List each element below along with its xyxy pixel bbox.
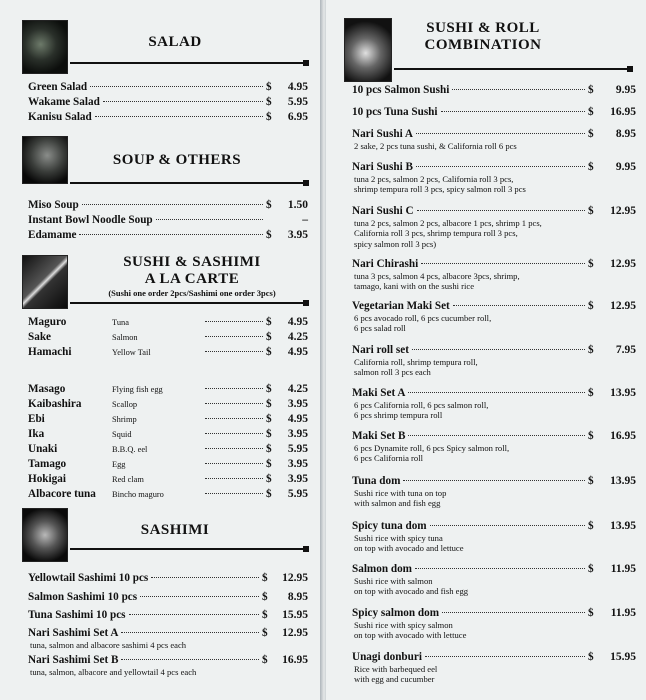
item-currency: $: [266, 488, 272, 500]
combo-divider: [394, 68, 630, 70]
item-currency: $: [266, 473, 272, 485]
item-currency: $: [266, 331, 272, 343]
menu-item-row: [28, 383, 308, 397]
leader-dots: [121, 632, 259, 633]
carte-title-line2: A LA CARTE: [144, 271, 240, 287]
item-translation: Squid: [112, 430, 132, 439]
item-price: 3.95: [287, 458, 308, 470]
item-name: Nari Sashimi Set A: [28, 627, 119, 639]
leader-dots: [205, 403, 263, 404]
sashimi-divider: [70, 548, 306, 550]
menu-item-row: [28, 609, 308, 623]
item-name: Nari Chirashi: [352, 258, 419, 270]
item-name: Yellowtail Sashimi 10 pcs: [28, 572, 149, 584]
item-translation: Shrimp: [112, 415, 137, 424]
item-price: 4.95: [287, 316, 308, 328]
menu-item-row: [28, 316, 308, 330]
item-price: 3.95: [287, 229, 308, 241]
item-currency: $: [588, 128, 594, 140]
menu-item-row: [28, 199, 308, 213]
menu-item-row: [28, 96, 308, 110]
menu-item-row: [352, 344, 636, 358]
item-name: Masago: [28, 383, 66, 395]
leader-dots: [452, 89, 585, 90]
item-price: 4.95: [287, 413, 308, 425]
menu-item-row: [28, 111, 308, 125]
item-price: 13.95: [610, 387, 636, 399]
item-price: 9.95: [615, 161, 636, 173]
leader-dots: [205, 388, 263, 389]
item-currency: $: [262, 591, 268, 603]
item-currency: $: [588, 475, 594, 487]
salad-photo: [22, 20, 68, 74]
item-price: 12.95: [610, 258, 636, 270]
item-name: Albacore tuna: [28, 488, 96, 500]
item-name: Maki Set B: [352, 430, 406, 442]
menu-item-row: [352, 84, 636, 98]
leader-dots: [156, 219, 263, 220]
item-price: 12.95: [282, 572, 308, 584]
item-currency: $: [588, 651, 594, 663]
item-currency: $: [266, 398, 272, 410]
item-price: 13.95: [610, 475, 636, 487]
combo-title-line2: COMBINATION: [424, 37, 542, 53]
item-name: Nari Sushi B: [352, 161, 413, 173]
menu-item-row: [28, 398, 308, 412]
item-currency: $: [588, 607, 594, 619]
item-price: 1.50: [287, 199, 308, 211]
item-name: Green Salad: [28, 81, 88, 93]
item-description: California roll, shrimp tempura roll, salmon roll 3 pcs each: [354, 357, 478, 378]
item-description: Rice with barbequed eel with egg and cucumber: [354, 664, 438, 685]
menu-item-row: [28, 413, 308, 427]
menu-item-row: [28, 229, 308, 243]
item-currency: $: [588, 84, 594, 96]
leader-dots: [408, 435, 585, 436]
item-price: 7.95: [615, 344, 636, 356]
item-price: 6.95: [287, 111, 308, 123]
leader-dots: [415, 568, 585, 569]
item-description: Sushi rice with spicy tuna on top with avocado and lettuce: [354, 533, 464, 554]
item-currency: $: [266, 316, 272, 328]
leader-dots: [205, 433, 263, 434]
leader-dots: [129, 614, 259, 615]
item-price: 4.25: [287, 383, 308, 395]
item-price: 12.95: [282, 627, 308, 639]
item-currency: $: [588, 300, 594, 312]
menu-item-row: [28, 331, 308, 345]
leader-dots: [205, 463, 263, 464]
menu-item-row: [28, 572, 308, 586]
item-price: 5.95: [287, 96, 308, 108]
sashimi-title: SASHIMI: [140, 522, 210, 538]
item-name: Unagi donburi: [352, 651, 422, 663]
item-currency: $: [266, 96, 272, 108]
item-currency: $: [266, 199, 272, 211]
leader-dots: [95, 116, 263, 117]
leader-dots: [441, 111, 585, 112]
item-name: Ika: [28, 428, 45, 440]
item-name: Miso Soup: [28, 199, 79, 211]
item-price: 12.95: [610, 300, 636, 312]
item-currency: $: [266, 346, 272, 358]
sashimi-photo: [22, 508, 68, 562]
item-price: 12.95: [610, 205, 636, 217]
item-description: 2 sake, 2 pcs tuna sushi, & California roll 6 pcs: [354, 141, 517, 151]
item-description: Sushi rice with spicy salmon on top with avocado with lettuce: [354, 620, 467, 641]
menu-item-row: [28, 443, 308, 457]
item-name: Nari Sushi A: [352, 128, 413, 140]
item-name: Tuna Sashimi 10 pcs: [28, 609, 126, 621]
item-currency: $: [262, 609, 268, 621]
item-description: tuna, salmon, albacore and yellowtail 4 pcs each: [30, 667, 197, 677]
menu-item-row: [28, 473, 308, 487]
menu-item-row: [352, 205, 636, 219]
menu-item-row: [352, 475, 636, 489]
item-currency: $: [262, 654, 268, 666]
item-description: tuna 3 pcs, salmon 4 pcs, albacore 3pcs, shrimp, tamago, kani with on the sushi rice: [354, 271, 520, 292]
carte-photo: [22, 255, 68, 309]
item-description: Sushi rice with salmon on top with avocado and fish egg: [354, 576, 469, 597]
item-name: Edamame: [28, 229, 77, 241]
item-currency: $: [266, 443, 272, 455]
menu-item-row: [352, 520, 636, 534]
item-translation: Bincho maguro: [112, 490, 164, 499]
menu-item-row: [352, 258, 636, 272]
leader-dots: [205, 478, 263, 479]
item-currency: $: [588, 258, 594, 270]
menu-item-row: [352, 300, 636, 314]
item-price: 8.95: [287, 591, 308, 603]
item-currency: $: [588, 387, 594, 399]
menu-item-row: [352, 607, 636, 621]
item-name: Nari Sashimi Set B: [28, 654, 119, 666]
item-name: 10 pcs Salmon Sushi: [352, 84, 450, 96]
leader-dots: [442, 612, 585, 613]
soup-title: SOUP & OTHERS: [112, 152, 242, 168]
item-name: Hokigai: [28, 473, 66, 485]
item-description: 6 pcs avocado roll, 6 pcs cucumber roll, 6 pcs salad roll: [354, 313, 492, 334]
item-translation: Salmon: [112, 333, 138, 342]
item-name: Spicy tuna dom: [352, 520, 427, 532]
salad-title: SALAD: [148, 34, 202, 50]
item-name: Wakame Salad: [28, 96, 100, 108]
item-price: 3.95: [287, 398, 308, 410]
item-currency: $: [588, 161, 594, 173]
item-price: 13.95: [610, 520, 636, 532]
item-name: Salmon Sashimi 10 pcs: [28, 591, 138, 603]
leader-dots: [121, 659, 259, 660]
item-description: 6 pcs Dynamite roll, 6 pcs Spicy salmon roll, 6 pcs California roll: [354, 443, 510, 464]
menu-item-row: [28, 654, 308, 668]
item-name: Vegetarian Maki Set: [352, 300, 450, 312]
item-price: 9.95: [615, 84, 636, 96]
leader-dots: [205, 448, 263, 449]
item-price: 5.95: [287, 443, 308, 455]
item-currency: $: [588, 205, 594, 217]
item-name: Instant Bowl Noodle Soup: [28, 214, 153, 226]
item-currency: $: [266, 229, 272, 241]
item-price: 4.95: [287, 346, 308, 358]
item-price: 16.95: [610, 430, 636, 442]
item-name: 10 pcs Tuna Sushi: [352, 106, 438, 118]
item-currency: $: [266, 383, 272, 395]
item-price: 15.95: [282, 609, 308, 621]
menu-item-row: [352, 161, 636, 175]
menu-item-row: [28, 627, 308, 641]
leader-dots: [103, 101, 263, 102]
menu-item-row: [28, 81, 308, 95]
item-price: 4.95: [287, 81, 308, 93]
item-translation: B.B.Q. eel: [112, 445, 148, 454]
leader-dots: [430, 525, 585, 526]
item-description: Sushi rice with tuna on top with salmon and fish egg: [354, 488, 447, 509]
item-name: Spicy salmon dom: [352, 607, 440, 619]
leader-dots: [416, 166, 585, 167]
item-price: 3.95: [287, 428, 308, 440]
item-translation: Red clam: [112, 475, 144, 484]
leader-dots: [408, 392, 585, 393]
carte-divider: [70, 302, 306, 304]
leader-dots: [151, 577, 259, 578]
item-currency: $: [588, 344, 594, 356]
item-price: 11.95: [610, 563, 636, 575]
item-description: tuna 2 pcs, salmon 2 pcs, California roll 3 pcs, shrimp tempura roll 3 pcs, spicy salmon roll 3 pcs: [354, 174, 526, 195]
menu-item-row: [28, 591, 308, 605]
item-currency: $: [588, 430, 594, 442]
leader-dots: [90, 86, 263, 87]
item-name: Nari roll set: [352, 344, 409, 356]
item-name: Ebi: [28, 413, 45, 425]
leader-dots: [205, 418, 263, 419]
item-currency: $: [588, 563, 594, 575]
soup-photo: [22, 136, 68, 184]
item-name: Kanisu Salad: [28, 111, 92, 123]
menu-page-left: [0, 0, 322, 700]
item-currency: $: [262, 572, 268, 584]
leader-dots: [205, 493, 263, 494]
item-price: 4.25: [287, 331, 308, 343]
leader-dots: [205, 321, 263, 322]
leader-dots: [140, 596, 259, 597]
leader-dots: [205, 351, 263, 352]
item-price: 15.95: [610, 651, 636, 663]
salad-divider: [70, 62, 306, 64]
menu-item-row: [352, 651, 636, 665]
item-price: 11.95: [610, 607, 636, 619]
leader-dots: [205, 336, 263, 337]
item-currency: $: [266, 458, 272, 470]
leader-dots: [453, 305, 585, 306]
item-translation: Scallop: [112, 400, 138, 409]
item-name: Kaibashira: [28, 398, 82, 410]
item-translation: Tuna: [112, 318, 129, 327]
item-price: 16.95: [610, 106, 636, 118]
leader-dots: [79, 234, 263, 235]
menu-item-row: [352, 106, 636, 120]
item-currency: $: [262, 627, 268, 639]
item-currency: $: [266, 428, 272, 440]
item-name: Maguro: [28, 316, 67, 328]
item-name: Nari Sushi C: [352, 205, 414, 217]
item-price: 8.95: [615, 128, 636, 140]
soup-divider: [70, 182, 306, 184]
leader-dots: [82, 204, 263, 205]
item-currency: $: [266, 81, 272, 93]
menu-item-row: [28, 488, 308, 502]
item-currency: $: [266, 111, 272, 123]
item-translation: Yellow Tail: [112, 348, 151, 357]
menu-item-row: [28, 346, 308, 360]
item-translation: Flying fish egg: [112, 385, 163, 394]
item-price: 16.95: [282, 654, 308, 666]
item-name: Hamachi: [28, 346, 72, 358]
leader-dots: [421, 263, 585, 264]
item-currency: $: [588, 106, 594, 118]
menu-item-row: [352, 563, 636, 577]
leader-dots: [425, 656, 585, 657]
item-currency: $: [266, 413, 272, 425]
menu-page-right: [326, 0, 646, 700]
leader-dots: [412, 349, 585, 350]
carte-title-line1: SUSHI & SASHIMI: [123, 254, 261, 270]
item-currency: $: [588, 520, 594, 532]
combo-photo: [344, 18, 392, 82]
combo-title-line1: SUSHI & ROLL: [426, 20, 540, 36]
item-name: Salmon dom: [352, 563, 412, 575]
item-description: 6 pcs California roll, 6 pcs salmon roll, 6 pcs shrimp tempura roll: [354, 400, 489, 421]
menu-item-row: [28, 458, 308, 472]
menu-item-row: [352, 387, 636, 401]
menu-item-row: [352, 430, 636, 444]
item-name: Maki Set A: [352, 387, 406, 399]
carte-subtitle: (Sushi one order 2pcs/Sashimi one order 3pcs): [108, 288, 276, 298]
item-description: tuna, salmon and albacore sashimi 4 pcs each: [30, 640, 187, 650]
leader-dots: [403, 480, 585, 481]
menu-item-row: [352, 128, 636, 142]
leader-dots: [417, 210, 585, 211]
leader-dots: [416, 133, 585, 134]
item-price: 5.95: [287, 488, 308, 500]
item-price: –: [302, 214, 308, 226]
item-name: Tuna dom: [352, 475, 401, 487]
item-name: Sake: [28, 331, 52, 343]
item-name: Unaki: [28, 443, 58, 455]
item-price: 3.95: [287, 473, 308, 485]
item-name: Tamago: [28, 458, 67, 470]
menu-item-row: [28, 214, 308, 228]
item-translation: Egg: [112, 460, 126, 469]
menu-item-row: [28, 428, 308, 442]
item-description: tuna 2 pcs, salmon 2 pcs, albacore 1 pcs, shrimp 1 pcs, California roll 3 pcs, shrimp tempura roll 3 pcs, spicy salmon roll 3 pcs): [354, 218, 542, 249]
